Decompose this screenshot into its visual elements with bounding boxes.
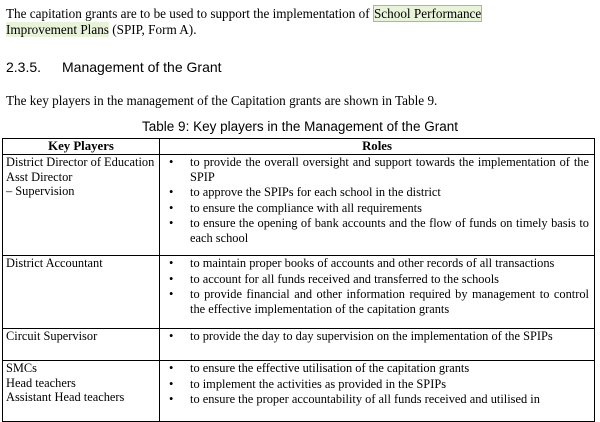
bullet-icon: • <box>169 376 174 391</box>
player-name: Asst Director <box>6 169 73 184</box>
bullet-icon: • <box>169 200 174 215</box>
table-row <box>3 155 595 256</box>
bullet-icon: • <box>169 256 174 270</box>
bullet-icon: • <box>169 287 174 301</box>
player-name: District Director of Education <box>6 155 155 169</box>
intro-text-after: (SPIP, Form A). <box>108 22 197 37</box>
list-item <box>163 216 591 245</box>
bullet-icon: • <box>169 216 174 230</box>
role-text: to implement the activities as provided in the SPIPs <box>190 376 447 391</box>
role-text: to ensure the effective utilisation of the capitation grants <box>190 361 470 375</box>
highlighted-improvement-plans[interactable]: Improvement Plans <box>6 22 109 37</box>
header-key-players: Key Players <box>3 139 160 155</box>
list-item <box>163 185 591 200</box>
list-item <box>163 377 591 392</box>
roles-list <box>163 155 591 245</box>
role-text: to account for all funds received and transferred to the schools <box>190 271 499 286</box>
bullet-icon: • <box>169 361 174 375</box>
roles-cell <box>160 329 595 361</box>
players-cell <box>3 361 160 422</box>
list-item <box>163 155 591 184</box>
table-header-row <box>3 139 595 155</box>
roles-cell <box>160 155 595 256</box>
roles-list <box>163 256 591 316</box>
role-text: to provide the overall oversight and support towards the implementation of the SPIP <box>190 155 589 184</box>
bullet-icon: • <box>169 329 174 343</box>
role-text: to ensure the compliance with all requirements <box>190 200 422 215</box>
roles-cell <box>160 256 595 329</box>
player-name: District Accountant <box>6 256 103 270</box>
roles-list <box>163 329 591 344</box>
table-row <box>3 329 595 361</box>
role-text: to ensure the opening of bank accounts and the flow of funds on timely basis to each school <box>190 216 589 245</box>
bullet-icon: • <box>169 155 174 169</box>
player-name: Circuit Supervisor <box>6 329 98 343</box>
role-text: to ensure the proper accountability of all funds received and utilised in <box>190 392 540 406</box>
list-item <box>163 272 591 287</box>
key-players-table <box>2 138 595 422</box>
intro-text-before: The capitation grants are to be used to support the implementation of <box>6 6 373 21</box>
section-heading <box>6 59 222 75</box>
bullet-icon: • <box>169 185 174 199</box>
role-text: to approve the SPIPs for each school in the district <box>190 185 441 199</box>
bullet-icon: • <box>169 392 174 406</box>
list-item <box>163 256 591 271</box>
section-number: 2.3.5. <box>6 59 42 75</box>
players-cell <box>3 256 160 329</box>
role-text: to provide financial and other information required by management to control the effective implementation of the capitation grants <box>190 287 589 316</box>
list-item <box>163 329 591 344</box>
roles-cell <box>160 361 595 422</box>
players-cell <box>3 155 160 256</box>
table-row <box>3 361 595 422</box>
table-caption: Table 9: Key players in the Management of the Grant <box>142 119 458 134</box>
bullet-icon: • <box>169 271 174 286</box>
highlighted-school-performance[interactable]: School Performance <box>373 6 482 21</box>
player-name: Head teachers <box>6 375 76 390</box>
list-item <box>163 287 591 316</box>
key-players-sentence: The key players in the management of the Capitation grants are shown in Table 9. <box>6 93 438 108</box>
header-roles: Roles <box>160 139 595 155</box>
player-name: SMCs <box>6 361 37 375</box>
section-title: Management of the Grant <box>62 59 222 75</box>
list-item <box>163 201 591 216</box>
role-text: to provide the day to day supervision on the implementation of the SPIPs <box>190 329 553 343</box>
intro-paragraph <box>6 6 590 38</box>
players-cell <box>3 329 160 361</box>
table-row <box>3 256 595 329</box>
roles-list <box>163 361 591 407</box>
list-item <box>163 361 591 376</box>
player-name: – Supervision <box>6 184 75 198</box>
list-item <box>163 392 591 407</box>
player-name: Assistant Head teachers <box>6 390 125 404</box>
role-text: to maintain proper books of accounts and other records of all transactions <box>190 256 555 270</box>
